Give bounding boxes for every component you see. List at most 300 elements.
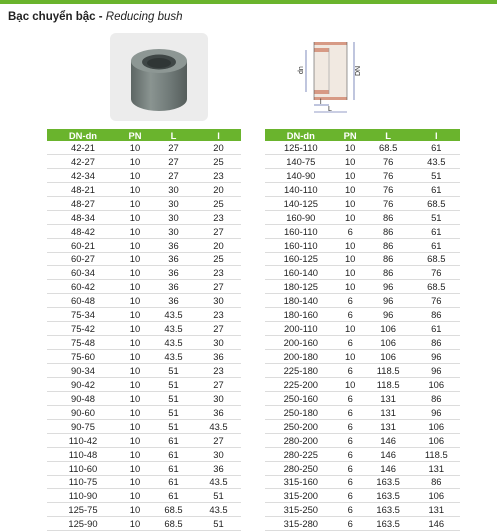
table-cell: 180-160 — [265, 308, 337, 322]
table-cell: 36 — [151, 238, 196, 252]
table-row — [265, 266, 460, 280]
table-cell: 125-110 — [265, 141, 337, 154]
table-cell: 86 — [364, 266, 413, 280]
table-cell: 43.5 — [151, 336, 196, 350]
table-cell: 6 — [337, 391, 364, 405]
table-cell: 75-34 — [47, 308, 119, 322]
table-cell: 106 — [364, 336, 413, 350]
table-cell: 163.5 — [364, 503, 413, 517]
table-cell: 51 — [196, 489, 241, 503]
table-cell: 160-110 — [265, 224, 337, 238]
table-cell: 51 — [196, 517, 241, 531]
table-cell: 200-160 — [265, 336, 337, 350]
table-row — [47, 336, 241, 350]
table-cell: 163.5 — [364, 475, 413, 489]
table-cell: 27 — [196, 224, 241, 238]
column-header: DN-dn — [265, 129, 337, 141]
table-cell: 48-27 — [47, 196, 119, 210]
table-cell: 68.5 — [151, 503, 196, 517]
table-row — [265, 489, 460, 503]
table-row — [47, 210, 241, 224]
table-cell: 61 — [151, 433, 196, 447]
table-cell: 160-110 — [265, 238, 337, 252]
table-cell: 90-42 — [47, 377, 119, 391]
table-cell: 51 — [151, 405, 196, 419]
table-cell: 10 — [119, 168, 151, 182]
table-cell: 106 — [413, 433, 460, 447]
dim-dn-label: dn — [298, 66, 305, 74]
table-cell: 90-60 — [47, 405, 119, 419]
table-cell: 10 — [337, 377, 364, 391]
dim-l-label: l — [320, 99, 322, 106]
page-title — [8, 11, 183, 23]
table-cell: 51 — [151, 364, 196, 378]
table-cell: 43.5 — [196, 475, 241, 489]
table-cell: 86 — [364, 252, 413, 266]
table-cell: 10 — [119, 252, 151, 266]
table-cell: 10 — [119, 405, 151, 419]
table-cell: 10 — [119, 336, 151, 350]
table-row — [47, 308, 241, 322]
table-cell: 10 — [119, 377, 151, 391]
table-cell: 6 — [337, 336, 364, 350]
table-cell: 10 — [337, 141, 364, 154]
table-cell: 10 — [119, 154, 151, 168]
table-header-row — [47, 129, 241, 141]
table-cell: 90-48 — [47, 391, 119, 405]
table-cell: 48-21 — [47, 182, 119, 196]
table-row — [47, 475, 241, 489]
table-cell: 27 — [151, 154, 196, 168]
table-row — [265, 182, 460, 196]
table-cell: 131 — [413, 461, 460, 475]
table-cell: 146 — [413, 517, 460, 531]
table-cell: 75-48 — [47, 336, 119, 350]
table-row — [47, 280, 241, 294]
table-cell: 43.5 — [151, 322, 196, 336]
table-cell: 315-160 — [265, 475, 337, 489]
table-cell: 27 — [151, 141, 196, 154]
table-cell: 36 — [151, 252, 196, 266]
table-row — [265, 503, 460, 517]
table-cell: 96 — [364, 294, 413, 308]
table-cell: 36 — [151, 266, 196, 280]
table-cell: 280-225 — [265, 447, 337, 461]
table-cell: 68.5 — [364, 141, 413, 154]
table-cell: 6 — [337, 489, 364, 503]
table-cell: 10 — [119, 419, 151, 433]
table-row — [47, 196, 241, 210]
column-header: PN — [119, 129, 151, 141]
table-row — [47, 168, 241, 182]
table-cell: 200-180 — [265, 350, 337, 364]
table-header-row — [265, 129, 460, 141]
table-cell: 20 — [196, 141, 241, 154]
table-cell: 36 — [151, 280, 196, 294]
table-cell: 146 — [364, 433, 413, 447]
table-cell: 86 — [364, 224, 413, 238]
table-row — [265, 433, 460, 447]
table-cell: 68.5 — [413, 252, 460, 266]
table-row — [265, 475, 460, 489]
table-cell: 60-34 — [47, 266, 119, 280]
table-cell: 118.5 — [364, 377, 413, 391]
table-cell: 30 — [151, 224, 196, 238]
table-cell: 61 — [413, 141, 460, 154]
table-cell: 30 — [196, 447, 241, 461]
table-row — [47, 294, 241, 308]
table-cell: 27 — [196, 280, 241, 294]
table-cell: 30 — [196, 294, 241, 308]
table-cell: 36 — [196, 350, 241, 364]
table-cell: 96 — [413, 405, 460, 419]
table-cell: 6 — [337, 433, 364, 447]
table-cell: 10 — [119, 210, 151, 224]
table-cell: 86 — [413, 391, 460, 405]
table-cell: 110-48 — [47, 447, 119, 461]
table-cell: 43.5 — [413, 154, 460, 168]
table-cell: 10 — [119, 294, 151, 308]
title-vietnamese: Bạc chuyển bậc - — [8, 11, 103, 23]
table-row — [265, 517, 460, 531]
table-row — [47, 503, 241, 517]
table-cell: 6 — [337, 405, 364, 419]
table-cell: 86 — [413, 308, 460, 322]
table-cell: 315-250 — [265, 503, 337, 517]
table-cell: 10 — [337, 266, 364, 280]
table-cell: 163.5 — [364, 489, 413, 503]
table-cell: 25 — [196, 154, 241, 168]
table-cell: 110-90 — [47, 489, 119, 503]
table-cell: 68.5 — [151, 517, 196, 531]
table-cell: 10 — [337, 322, 364, 336]
table-row — [47, 154, 241, 168]
table-cell: 10 — [337, 350, 364, 364]
table-cell: 140-125 — [265, 196, 337, 210]
table-cell: 61 — [413, 322, 460, 336]
column-header: L — [364, 129, 413, 141]
table-row — [265, 252, 460, 266]
table-row — [265, 238, 460, 252]
table-cell: 10 — [337, 280, 364, 294]
table-cell: 60-21 — [47, 238, 119, 252]
table-cell: 6 — [337, 308, 364, 322]
table-cell: 106 — [413, 419, 460, 433]
table-row — [47, 489, 241, 503]
table-cell: 6 — [337, 447, 364, 461]
table-cell: 315-280 — [265, 517, 337, 531]
table-cell: 280-200 — [265, 433, 337, 447]
dimensions-table-left — [47, 129, 241, 531]
table-cell: 48-34 — [47, 210, 119, 224]
table-cell: 96 — [413, 364, 460, 378]
table-cell: 118.5 — [364, 364, 413, 378]
table-cell: 160-140 — [265, 266, 337, 280]
table-cell: 76 — [364, 168, 413, 182]
table-cell: 42-34 — [47, 168, 119, 182]
table-cell: 23 — [196, 364, 241, 378]
top-accent-line — [0, 0, 497, 4]
table-row — [265, 336, 460, 350]
column-header: DN-dn — [47, 129, 119, 141]
table-cell: 61 — [151, 461, 196, 475]
table-cell: 43.5 — [151, 350, 196, 364]
dim-DN-label: DN — [355, 65, 362, 76]
table-cell: 10 — [119, 489, 151, 503]
table-row — [47, 364, 241, 378]
table-cell: 280-250 — [265, 461, 337, 475]
table-row — [265, 391, 460, 405]
table-cell: 146 — [364, 461, 413, 475]
table-cell: 10 — [337, 238, 364, 252]
table-cell: 96 — [364, 308, 413, 322]
table-cell: 180-125 — [265, 280, 337, 294]
table-cell: 30 — [196, 336, 241, 350]
table-cell: 131 — [413, 503, 460, 517]
table-cell: 43.5 — [151, 308, 196, 322]
table-cell: 10 — [337, 154, 364, 168]
table-cell: 146 — [364, 447, 413, 461]
table-cell: 61 — [413, 224, 460, 238]
table-cell: 140-90 — [265, 168, 337, 182]
table-row — [47, 224, 241, 238]
table-cell: 180-140 — [265, 294, 337, 308]
table-cell: 160-125 — [265, 252, 337, 266]
table-cell: 106 — [364, 322, 413, 336]
column-header: l — [413, 129, 460, 141]
table-cell: 90-75 — [47, 419, 119, 433]
dimensions-table-right — [265, 129, 460, 531]
table-cell: 51 — [151, 419, 196, 433]
table-cell: 36 — [196, 405, 241, 419]
table-cell: 43.5 — [196, 419, 241, 433]
table-row — [47, 419, 241, 433]
table-cell: 86 — [413, 475, 460, 489]
product-photo — [110, 33, 208, 121]
table-cell: 30 — [196, 391, 241, 405]
table-cell: 131 — [364, 419, 413, 433]
table-cell: 10 — [119, 182, 151, 196]
table-cell: 10 — [119, 517, 151, 531]
table-cell: 86 — [413, 336, 460, 350]
table-row — [265, 141, 460, 154]
table-cell: 10 — [119, 224, 151, 238]
table-row — [47, 461, 241, 475]
table-row — [47, 266, 241, 280]
table-cell: 10 — [119, 433, 151, 447]
table-cell: 6 — [337, 503, 364, 517]
table-row — [47, 405, 241, 419]
table-cell: 61 — [151, 475, 196, 489]
table-cell: 10 — [337, 168, 364, 182]
table-cell: 10 — [119, 196, 151, 210]
table-cell: 90-34 — [47, 364, 119, 378]
technical-drawing — [290, 36, 370, 116]
table-cell: 61 — [413, 238, 460, 252]
table-cell: 140-75 — [265, 154, 337, 168]
table-row — [47, 391, 241, 405]
table-cell: 6 — [337, 475, 364, 489]
table-row — [47, 433, 241, 447]
table-cell: 30 — [151, 196, 196, 210]
table-cell: 125-90 — [47, 517, 119, 531]
table-cell: 106 — [364, 350, 413, 364]
table-cell: 10 — [119, 350, 151, 364]
table-cell: 76 — [413, 294, 460, 308]
table-row — [265, 224, 460, 238]
table-cell: 23 — [196, 210, 241, 224]
table-row — [265, 405, 460, 419]
table-cell: 10 — [119, 447, 151, 461]
table-row — [47, 182, 241, 196]
table-cell: 20 — [196, 182, 241, 196]
table-cell: 225-200 — [265, 377, 337, 391]
table-cell: 86 — [364, 210, 413, 224]
table-row — [265, 280, 460, 294]
table-cell: 315-200 — [265, 489, 337, 503]
table-cell: 76 — [364, 196, 413, 210]
table-cell: 10 — [119, 308, 151, 322]
table-cell: 96 — [413, 350, 460, 364]
table-row — [265, 168, 460, 182]
table-cell: 225-180 — [265, 364, 337, 378]
table-cell: 118.5 — [413, 447, 460, 461]
table-cell: 10 — [119, 391, 151, 405]
table-cell: 10 — [119, 141, 151, 154]
table-cell: 10 — [337, 182, 364, 196]
table-row — [265, 364, 460, 378]
table-cell: 250-200 — [265, 419, 337, 433]
reducing-bush-image — [110, 33, 208, 121]
table-cell: 110-60 — [47, 461, 119, 475]
table-row — [47, 517, 241, 531]
table-cell: 110-42 — [47, 433, 119, 447]
table-cell: 10 — [337, 252, 364, 266]
table-cell: 36 — [151, 294, 196, 308]
table-cell: 23 — [196, 266, 241, 280]
table-row — [265, 210, 460, 224]
table-cell: 106 — [413, 377, 460, 391]
table-cell: 61 — [151, 489, 196, 503]
table-cell: 96 — [364, 280, 413, 294]
table-cell: 36 — [196, 461, 241, 475]
table-cell: 43.5 — [196, 503, 241, 517]
table-cell: 131 — [364, 405, 413, 419]
table-cell: 61 — [151, 447, 196, 461]
table-cell: 27 — [196, 377, 241, 391]
column-header: L — [151, 129, 196, 141]
table-row — [265, 419, 460, 433]
table-row — [265, 196, 460, 210]
table-cell: 42-21 — [47, 141, 119, 154]
table-cell: 10 — [119, 503, 151, 517]
table-cell: 10 — [119, 475, 151, 489]
table-row — [265, 308, 460, 322]
table-cell: 27 — [151, 168, 196, 182]
table-row — [265, 154, 460, 168]
table-cell: 86 — [364, 238, 413, 252]
table-row — [47, 252, 241, 266]
table-cell: 76 — [413, 266, 460, 280]
table-row — [47, 447, 241, 461]
table-cell: 27 — [196, 322, 241, 336]
table-cell: 250-180 — [265, 405, 337, 419]
table-cell: 61 — [413, 182, 460, 196]
table-cell: 10 — [119, 364, 151, 378]
table-row — [265, 294, 460, 308]
table-cell: 51 — [413, 210, 460, 224]
column-header: l — [196, 129, 241, 141]
table-cell: 6 — [337, 517, 364, 531]
table-row — [265, 461, 460, 475]
table-row — [47, 141, 241, 154]
table-cell: 125-75 — [47, 503, 119, 517]
table-cell: 10 — [119, 238, 151, 252]
table-cell: 60-27 — [47, 252, 119, 266]
cross-section-diagram — [290, 36, 370, 116]
table-row — [47, 377, 241, 391]
table-cell: 10 — [119, 461, 151, 475]
table-cell: 200-110 — [265, 322, 337, 336]
table-cell: 68.5 — [413, 196, 460, 210]
table-cell: 10 — [337, 210, 364, 224]
table-cell: 6 — [337, 364, 364, 378]
table-cell: 30 — [151, 210, 196, 224]
table-cell: 6 — [337, 294, 364, 308]
table-cell: 27 — [196, 433, 241, 447]
table-cell: 140-110 — [265, 182, 337, 196]
column-header: PN — [337, 129, 364, 141]
table-cell: 76 — [364, 182, 413, 196]
table-cell: 51 — [413, 168, 460, 182]
table-row — [265, 322, 460, 336]
title-english: Reducing bush — [105, 11, 183, 23]
table-cell: 20 — [196, 238, 241, 252]
dim-L-label: L — [328, 106, 332, 113]
table-cell: 110-75 — [47, 475, 119, 489]
table-cell: 48-42 — [47, 224, 119, 238]
table-cell: 60-48 — [47, 294, 119, 308]
table-cell: 51 — [151, 377, 196, 391]
table-cell: 160-90 — [265, 210, 337, 224]
table-cell: 25 — [196, 196, 241, 210]
table-cell: 131 — [364, 391, 413, 405]
table-row — [265, 377, 460, 391]
table-cell: 10 — [337, 196, 364, 210]
table-cell: 6 — [337, 224, 364, 238]
table-cell: 68.5 — [413, 280, 460, 294]
table-cell: 6 — [337, 461, 364, 475]
table-cell: 76 — [364, 154, 413, 168]
table-cell: 23 — [196, 168, 241, 182]
table-cell: 60-42 — [47, 280, 119, 294]
table-cell: 75-60 — [47, 350, 119, 364]
table-row — [47, 322, 241, 336]
table-cell: 30 — [151, 182, 196, 196]
table-row — [265, 447, 460, 461]
table-cell: 250-160 — [265, 391, 337, 405]
table-cell: 42-27 — [47, 154, 119, 168]
table-cell: 75-42 — [47, 322, 119, 336]
table-cell: 23 — [196, 308, 241, 322]
table-row — [47, 238, 241, 252]
table-cell: 10 — [119, 280, 151, 294]
table-row — [47, 350, 241, 364]
table-cell: 51 — [151, 391, 196, 405]
table-cell: 106 — [413, 489, 460, 503]
table-cell: 10 — [119, 322, 151, 336]
table-cell: 10 — [119, 266, 151, 280]
